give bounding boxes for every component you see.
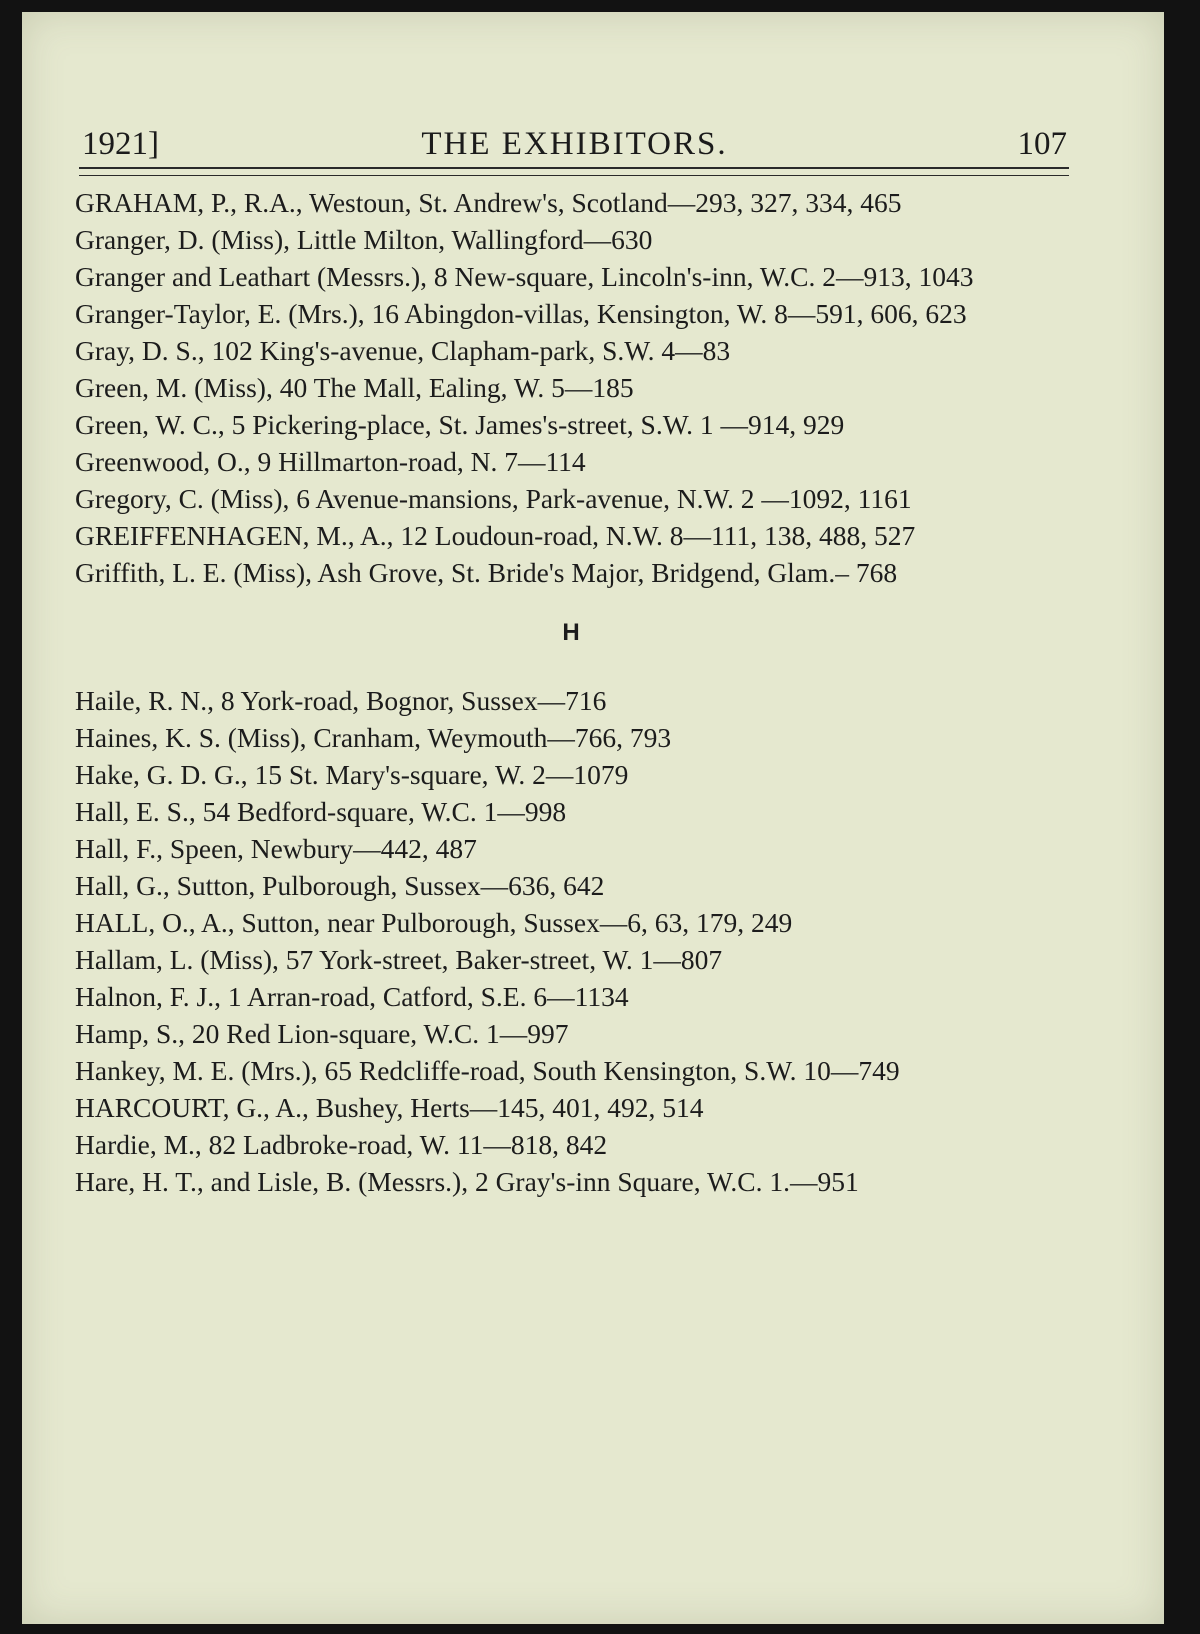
entry-granger-leathart: Granger and Leathart (Messrs.), 8 New-square, Lincoln's-inn, W.C. 2—913, 1043 — [75, 261, 974, 292]
entry-greenwood: Greenwood, O., 9 Hillmarton-road, N. 7—114 — [75, 446, 586, 477]
entry-griffith: Griffith, L. E. (Miss), Ash Grove, St. Bride's Major, Bridgend, Glam.– 768 — [75, 557, 898, 588]
entry-harcourt: HARCOURT, G., A., Bushey, Herts—145, 401, 492, 514 — [75, 1092, 704, 1123]
entry-gregory: Gregory, C. (Miss), 6 Avenue-mansions, Park-avenue, N.W. 2 —1092, 1161 — [75, 483, 912, 514]
entry-greiffenhagen: GREIFFENHAGEN, M., A., 12 Loudoun-road, N.W. 8—111, 138, 488, 527 — [75, 520, 916, 551]
entry-haile: Haile, R. N., 8 York-road, Bognor, Sussex—716 — [75, 685, 607, 716]
page-title: THE EXHIBITORS. — [421, 126, 728, 162]
header-year: 1921] — [82, 126, 159, 162]
entry-hall-g: Hall, G., Sutton, Pulborough, Sussex—636, 642 — [75, 870, 605, 901]
entry-gray: Gray, D. S., 102 King's-avenue, Clapham-park, S.W. 4—83 — [75, 335, 731, 366]
entry-hall-f: Hall, F., Speen, Newbury—442, 487 — [75, 833, 477, 864]
entry-hake: Hake, G. D. G., 15 St. Mary's-square, W. 2—1079 — [75, 759, 629, 790]
entry-green-w: Green, W. C., 5 Pickering-place, St. James's-street, S.W. 1 —914, 929 — [75, 409, 845, 440]
entry-hare: Hare, H. T., and Lisle, B. (Messrs.), 2 Gray's-inn Square, W.C. 1.—951 — [75, 1166, 859, 1197]
entry-halnon: Halnon, F. J., 1 Arran-road, Catford, S.E. 6—1134 — [75, 981, 629, 1012]
page-number: 107 — [1017, 126, 1067, 162]
running-header — [82, 112, 1067, 162]
entry-hankey: Hankey, M. E. (Mrs.), 65 Redcliffe-road, South Kensington, S.W. 10—749 — [75, 1055, 900, 1086]
entry-haines: Haines, K. S. (Miss), Cranham, Weymouth—766, 793 — [75, 722, 672, 753]
entry-granger-d: Granger, D. (Miss), Little Milton, Wallingford—630 — [75, 224, 653, 255]
entry-hallam: Hallam, L. (Miss), 57 York-street, Baker-street, W. 1—807 — [75, 944, 723, 975]
entry-hamp: Hamp, S., 20 Red Lion-square, W.C. 1—997 — [75, 1018, 569, 1049]
entry-hardie: Hardie, M., 82 Ladbroke-road, W. 11—818, 842 — [75, 1129, 608, 1160]
header-rule-thin — [79, 175, 1069, 176]
entry-hall-e: Hall, E. S., 54 Bedford-square, W.C. 1—998 — [75, 796, 567, 827]
book-page — [22, 12, 1164, 1624]
entry-hall-o: HALL, O., A., Sutton, near Pulborough, Sussex—6, 63, 179, 249 — [75, 907, 793, 938]
header-rule-thick — [79, 167, 1069, 169]
entry-green-m: Green, M. (Miss), 40 The Mall, Ealing, W. 5—185 — [75, 372, 634, 403]
entry-graham: GRAHAM, P., R.A., Westoun, St. Andrew's, Scotland—293, 327, 334, 465 — [75, 187, 902, 218]
entry-granger-taylor: Granger-Taylor, E. (Mrs.), 16 Abingdon-villas, Kensington, W. 8—591, 606, 623 — [75, 298, 967, 329]
section-letter-h: H — [562, 619, 580, 646]
entries-g — [75, 186, 1067, 1202]
